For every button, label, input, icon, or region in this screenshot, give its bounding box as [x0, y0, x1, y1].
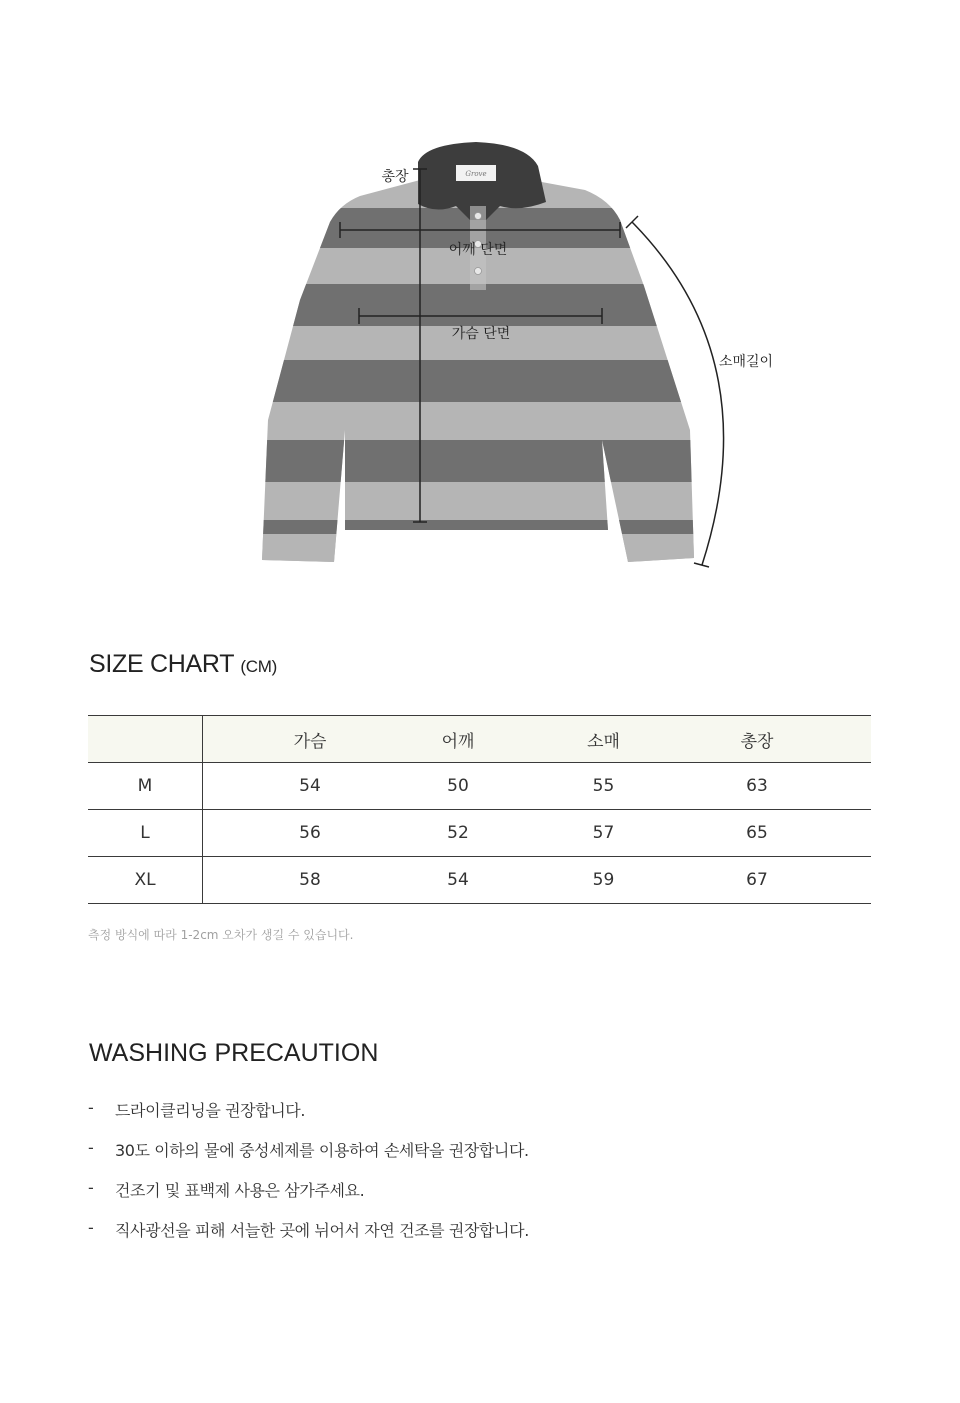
- sweater-measurement-illustration: [0, 0, 960, 600]
- washing-title: WASHING PRECAUTION: [89, 1039, 379, 1067]
- measurement-note: 측정 방식에 따라 1-2cm 오차가 생길 수 있습니다.: [88, 928, 354, 942]
- size-chart-unit: (CM): [240, 657, 277, 676]
- table-row: [88, 857, 871, 904]
- bullet-dash: -: [88, 1218, 94, 1237]
- spacer-cell: [806, 763, 871, 810]
- list-item: [88, 1138, 529, 1178]
- column-header-chest: 가슴: [203, 716, 418, 763]
- column-header-length: 총장: [708, 716, 806, 763]
- size-cell: XL: [88, 857, 203, 904]
- table-row: [88, 810, 871, 857]
- brand-mark: Grove: [465, 170, 487, 178]
- sleeve-cell: 59: [499, 857, 708, 904]
- chest-cell: 58: [203, 857, 418, 904]
- sleeve-cell: 57: [499, 810, 708, 857]
- sleeve-label: 소매길이: [718, 354, 774, 370]
- total-length-label: 총장: [381, 169, 409, 185]
- shoulder-label: 어깨 단면: [448, 242, 508, 258]
- shoulder-cell: 50: [417, 763, 499, 810]
- length-cell: 67: [708, 857, 806, 904]
- bullet-dash: -: [88, 1138, 94, 1157]
- length-cell: 63: [708, 763, 806, 810]
- bullet-dash: -: [88, 1098, 94, 1117]
- size-cell: L: [88, 810, 203, 857]
- washing-list: [88, 1098, 529, 1258]
- list-item: [88, 1218, 529, 1258]
- chest-label: 가슴 단면: [451, 326, 511, 342]
- washing-item-text: 직사광선을 피해 서늘한 곳에 뉘어서 자연 건조를 권장합니다.: [115, 1221, 529, 1240]
- chest-cell: 54: [203, 763, 418, 810]
- table-row: [88, 763, 871, 810]
- column-header-size: [88, 716, 203, 763]
- bullet-dash: -: [88, 1178, 94, 1197]
- size-chart-table: [88, 715, 871, 904]
- length-cell: 65: [708, 810, 806, 857]
- size-chart-title: [89, 650, 277, 679]
- spacer-cell: [806, 810, 871, 857]
- list-item: [88, 1098, 529, 1138]
- list-item: [88, 1178, 529, 1218]
- column-header-spacer: [806, 716, 871, 763]
- button-1: [475, 213, 482, 220]
- washing-item-text: 드라이클리닝을 권장합니다.: [115, 1101, 306, 1120]
- size-cell: M: [88, 763, 203, 810]
- chest-cell: 56: [203, 810, 418, 857]
- shoulder-cell: 52: [417, 810, 499, 857]
- button-3: [475, 268, 482, 275]
- shoulder-cell: 54: [417, 857, 499, 904]
- spacer-cell: [806, 857, 871, 904]
- column-header-shoulder: 어깨: [417, 716, 499, 763]
- column-header-sleeve: 소매: [499, 716, 708, 763]
- size-chart-title-text: SIZE CHART: [89, 650, 234, 678]
- washing-item-text: 30도 이하의 물에 중성세제를 이용하여 손세탁을 권장합니다.: [115, 1141, 529, 1160]
- washing-item-text: 건조기 및 표백제 사용은 삼가주세요.: [115, 1181, 365, 1200]
- table-header-row: [88, 716, 871, 763]
- sleeve-cell: 55: [499, 763, 708, 810]
